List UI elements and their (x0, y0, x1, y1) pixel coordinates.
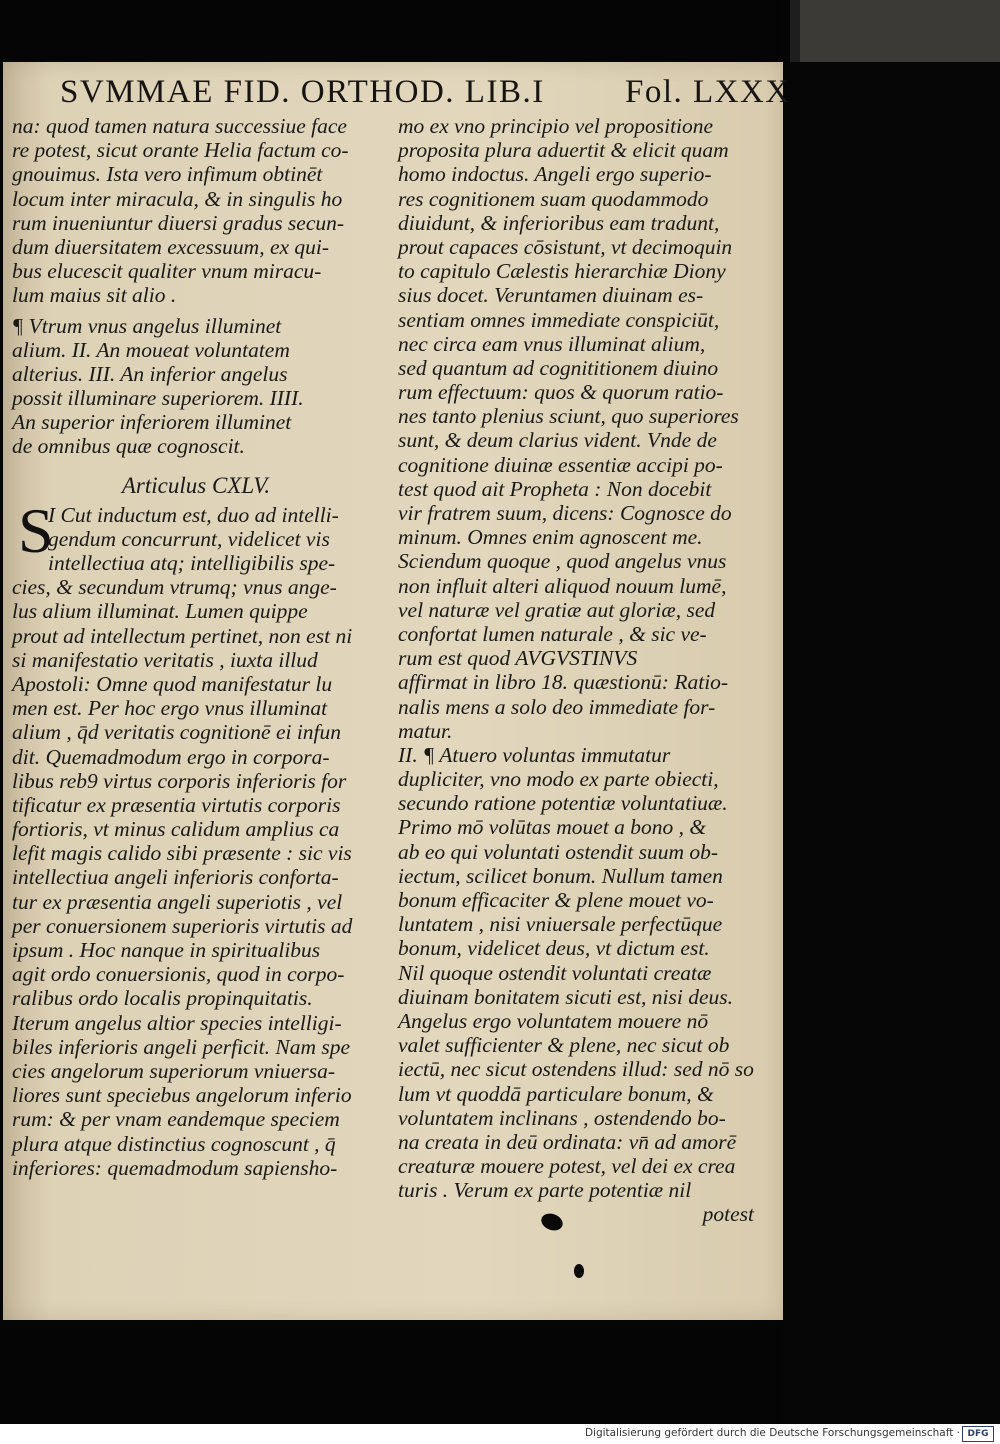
text-line: agit ordo conuersionis, quod in corpo- (12, 962, 345, 987)
text-line: proposita plura aduertit & elicit quam (398, 138, 729, 163)
text-line: ab eo qui voluntati ostendit suum ob- (398, 839, 719, 864)
text-column-left (12, 114, 380, 1180)
ink-blot (574, 1264, 584, 1278)
text-line: nec circa eam vnus illuminat alium, (398, 331, 706, 356)
text-line: vir fratrem suum, dicens: Cognosce do (398, 501, 732, 525)
text-line: ralibus ordo localis propinquitatis. (12, 986, 313, 1011)
text-line: locum inter miracula, & in singulis ho (12, 186, 343, 211)
text-line: tificatur ex præsentia virtutis corporis (12, 792, 341, 817)
page-header (60, 74, 791, 118)
text-line: dupliciter, vno modo ex parte obiecti, (398, 767, 719, 792)
catchword: potest (702, 1202, 754, 1227)
text-line: biles inferioris angeli perficit. Nam spe (12, 1034, 351, 1059)
digitization-credit: Digitalisierung gefördert durch die Deutsche Forschungsgemeinschaft · (584, 1427, 960, 1439)
text-line: non influit alteri aliquod nouum lumē, (398, 573, 727, 598)
text-line: An superior inferiorem illuminet (12, 410, 292, 435)
text-line: turis . Verum ex parte potentiæ nil (398, 1178, 692, 1203)
dfg-logo: DFG (962, 1426, 994, 1442)
text-line: valet sufficienter & plene, nec sicut ob (398, 1033, 730, 1058)
text-line: cognitione diuinæ essentiæ accipi po- (398, 452, 723, 477)
text-line: Iterum angelus altior species intelligi- (12, 1010, 342, 1035)
text-line: rum est quod AVGVSTINVS (398, 646, 638, 671)
article-heading: Articulus CXLV. (121, 472, 271, 498)
text-line: mo ex vno principio vel propositione (398, 114, 714, 138)
text-line: cies angelorum superiorum vniuersa- (12, 1058, 336, 1083)
text-line: test quod ait Propheta : Non docebit (398, 476, 712, 501)
text-line: affirmat in libro 18. quæstionū: Ratio- (398, 670, 729, 695)
text-line: liores sunt speciebus angelorum inferio (12, 1083, 352, 1108)
text-line: sed quantum ad cognititionem diuino (398, 355, 719, 380)
text-line: si manifestatio veritatis , iuxta illud (12, 647, 318, 672)
text-line: II. ¶ Atuero voluntas immutatur (398, 742, 671, 767)
text-line: ipsum . Hoc nanque in spiritualibus (12, 938, 321, 962)
text-line: tur ex præsentia angeli superiotis , vel (12, 889, 343, 914)
text-line: homo indoctus. Angeli ergo superio- (398, 162, 712, 187)
text-line: sentiam omnes immediate conspiciūt, (398, 307, 720, 332)
text-line: Apostoli: Omne quod manifestatur lu (12, 671, 333, 696)
text-line: na: quod tamen natura successiue face (12, 114, 347, 138)
text-line: sius docet. Veruntamen diuinam es- (398, 283, 704, 308)
text-line: re potest, sicut orante Helia factum co- (12, 138, 349, 163)
text-line: luntatem , nisi vniuersale perfectūque (398, 912, 723, 937)
text-line: sunt, & deum clarius vident. Vnde de (398, 428, 717, 453)
text-line: res cognitionem suam quodammodo (398, 186, 709, 211)
text-line: intellectiua angeli inferioris conforta- (12, 865, 339, 890)
text-line: diuinam bonitatem sicuti est, nisi deus. (398, 984, 734, 1009)
text-line: creaturæ mouere potest, vel dei ex crea (398, 1154, 736, 1179)
text-line: iectū, nec sicut ostendens illud: sed nō so (398, 1057, 754, 1082)
text-line: de omnibus quæ cognoscit. (12, 434, 245, 459)
text-column-right (398, 114, 762, 1227)
text-line: iectum, scilicet bonum. Nullum tamen (398, 863, 723, 888)
text-line: lum vt quoddā particulare bonum, & (398, 1081, 714, 1106)
scan-corner (800, 0, 1000, 62)
text-line: bus elucescit qualiter vnum miracu- (12, 259, 322, 284)
text-line: fortioris, vt minus calidum amplius ca (12, 817, 340, 842)
text-line: alium , q̄d veritatis cognitionē ei infun (12, 720, 342, 745)
text-line: matur. (398, 718, 453, 743)
text-line: rum: & per vnam eandemque speciem (12, 1107, 340, 1132)
text-line: voluntatem inclinans , ostendendo bo- (398, 1105, 726, 1130)
text-line: confortat lumen naturale , & sic ve- (398, 621, 707, 646)
text-line: possit illuminare superiorem. IIII. (12, 386, 304, 411)
text-line: nalis mens a solo deo immediate for- (398, 694, 716, 719)
text-line: na creata in deū ordinata: vn̄ ad amorē (398, 1129, 737, 1154)
text-line: alterius. III. An inferior angelus (12, 361, 288, 386)
text-line: to capitulo Cælestis hierarchiæ Diony (398, 259, 726, 284)
text-line: diuidunt, & inferioribus eam tradunt, (398, 210, 720, 235)
text-line: rum effectuum: quos & quorum ratio- (398, 380, 724, 405)
text-line: nes tanto plenius sciunt, quo superiores (398, 404, 739, 429)
text-line: gendum concurrunt, videlicet vis (48, 526, 330, 551)
text-line: rum inueniuntur diuersi gradus secun- (12, 210, 345, 235)
text-line: libus reb9 virtus corporis inferioris for (12, 768, 347, 793)
text-line: lefit magis calido sibi præsente : sic vis (12, 841, 352, 866)
text-line: bonum, videlicet deus, vt dictum est. (398, 936, 710, 961)
text-line: prout ad intellectum pertinet, non est ni (12, 623, 353, 648)
text-line: lum maius sit alio . (12, 283, 177, 308)
drop-cap-initial: S (18, 494, 54, 566)
text-line: dum diuersitatem excessuum, ex qui- (12, 234, 330, 259)
text-line: ¶ Vtrum vnus angelus illuminet (12, 313, 282, 338)
text-line: secundo ratione potentiæ voluntatiuæ. (398, 791, 728, 816)
text-line: vel naturæ vel gratiæ aut gloriæ, sed (398, 597, 716, 622)
text-line: minum. Omnes enim agnoscent me. (398, 525, 703, 550)
text-line: Nil quoque ostendit voluntati creatæ (398, 960, 712, 985)
text-line: per conuersionem superioris virtutis ad (12, 913, 353, 938)
text-line: inferiores: quemadmodum sapiensho- (12, 1155, 338, 1180)
text-line: Angelus ergo voluntatem mouere nō (398, 1008, 709, 1033)
text-line: men est. Per hoc ergo vnus illuminat (12, 696, 328, 721)
text-line: plura atque distinctius cognoscunt , q̄ (12, 1131, 336, 1156)
text-line: dit. Quemadmodum ergo in corpora- (12, 744, 330, 769)
text-line: gnouimus. Ista vero infimum obtinēt (12, 162, 323, 187)
text-line: lus alium illuminat. Lumen quippe (12, 599, 308, 624)
text-line: Sciendum quoque , quod angelus vnus (398, 549, 727, 574)
text-line: bonum efficaciter & plene mouet vo- (398, 888, 714, 912)
text-line: alium. II. An moueat voluntatem (12, 337, 290, 362)
text-line: I Cut inductum est, duo ad intelli- (48, 502, 339, 527)
text-line: prout capaces cōsistunt, vt decimoquin (398, 234, 733, 259)
text-line: cies, & secundum vtrumq; vnus ange- (12, 575, 337, 600)
scan-dark-margin (783, 0, 1000, 1424)
folio-number: Fol. LXXX (625, 74, 791, 110)
text-line: intellectiua atq; intelligibilis spe- (48, 551, 336, 575)
running-title: SVMMAE FID. ORTHOD. LIB.I (60, 74, 545, 110)
text-line: Primo mō volūtas mouet a bono , & (398, 815, 707, 840)
